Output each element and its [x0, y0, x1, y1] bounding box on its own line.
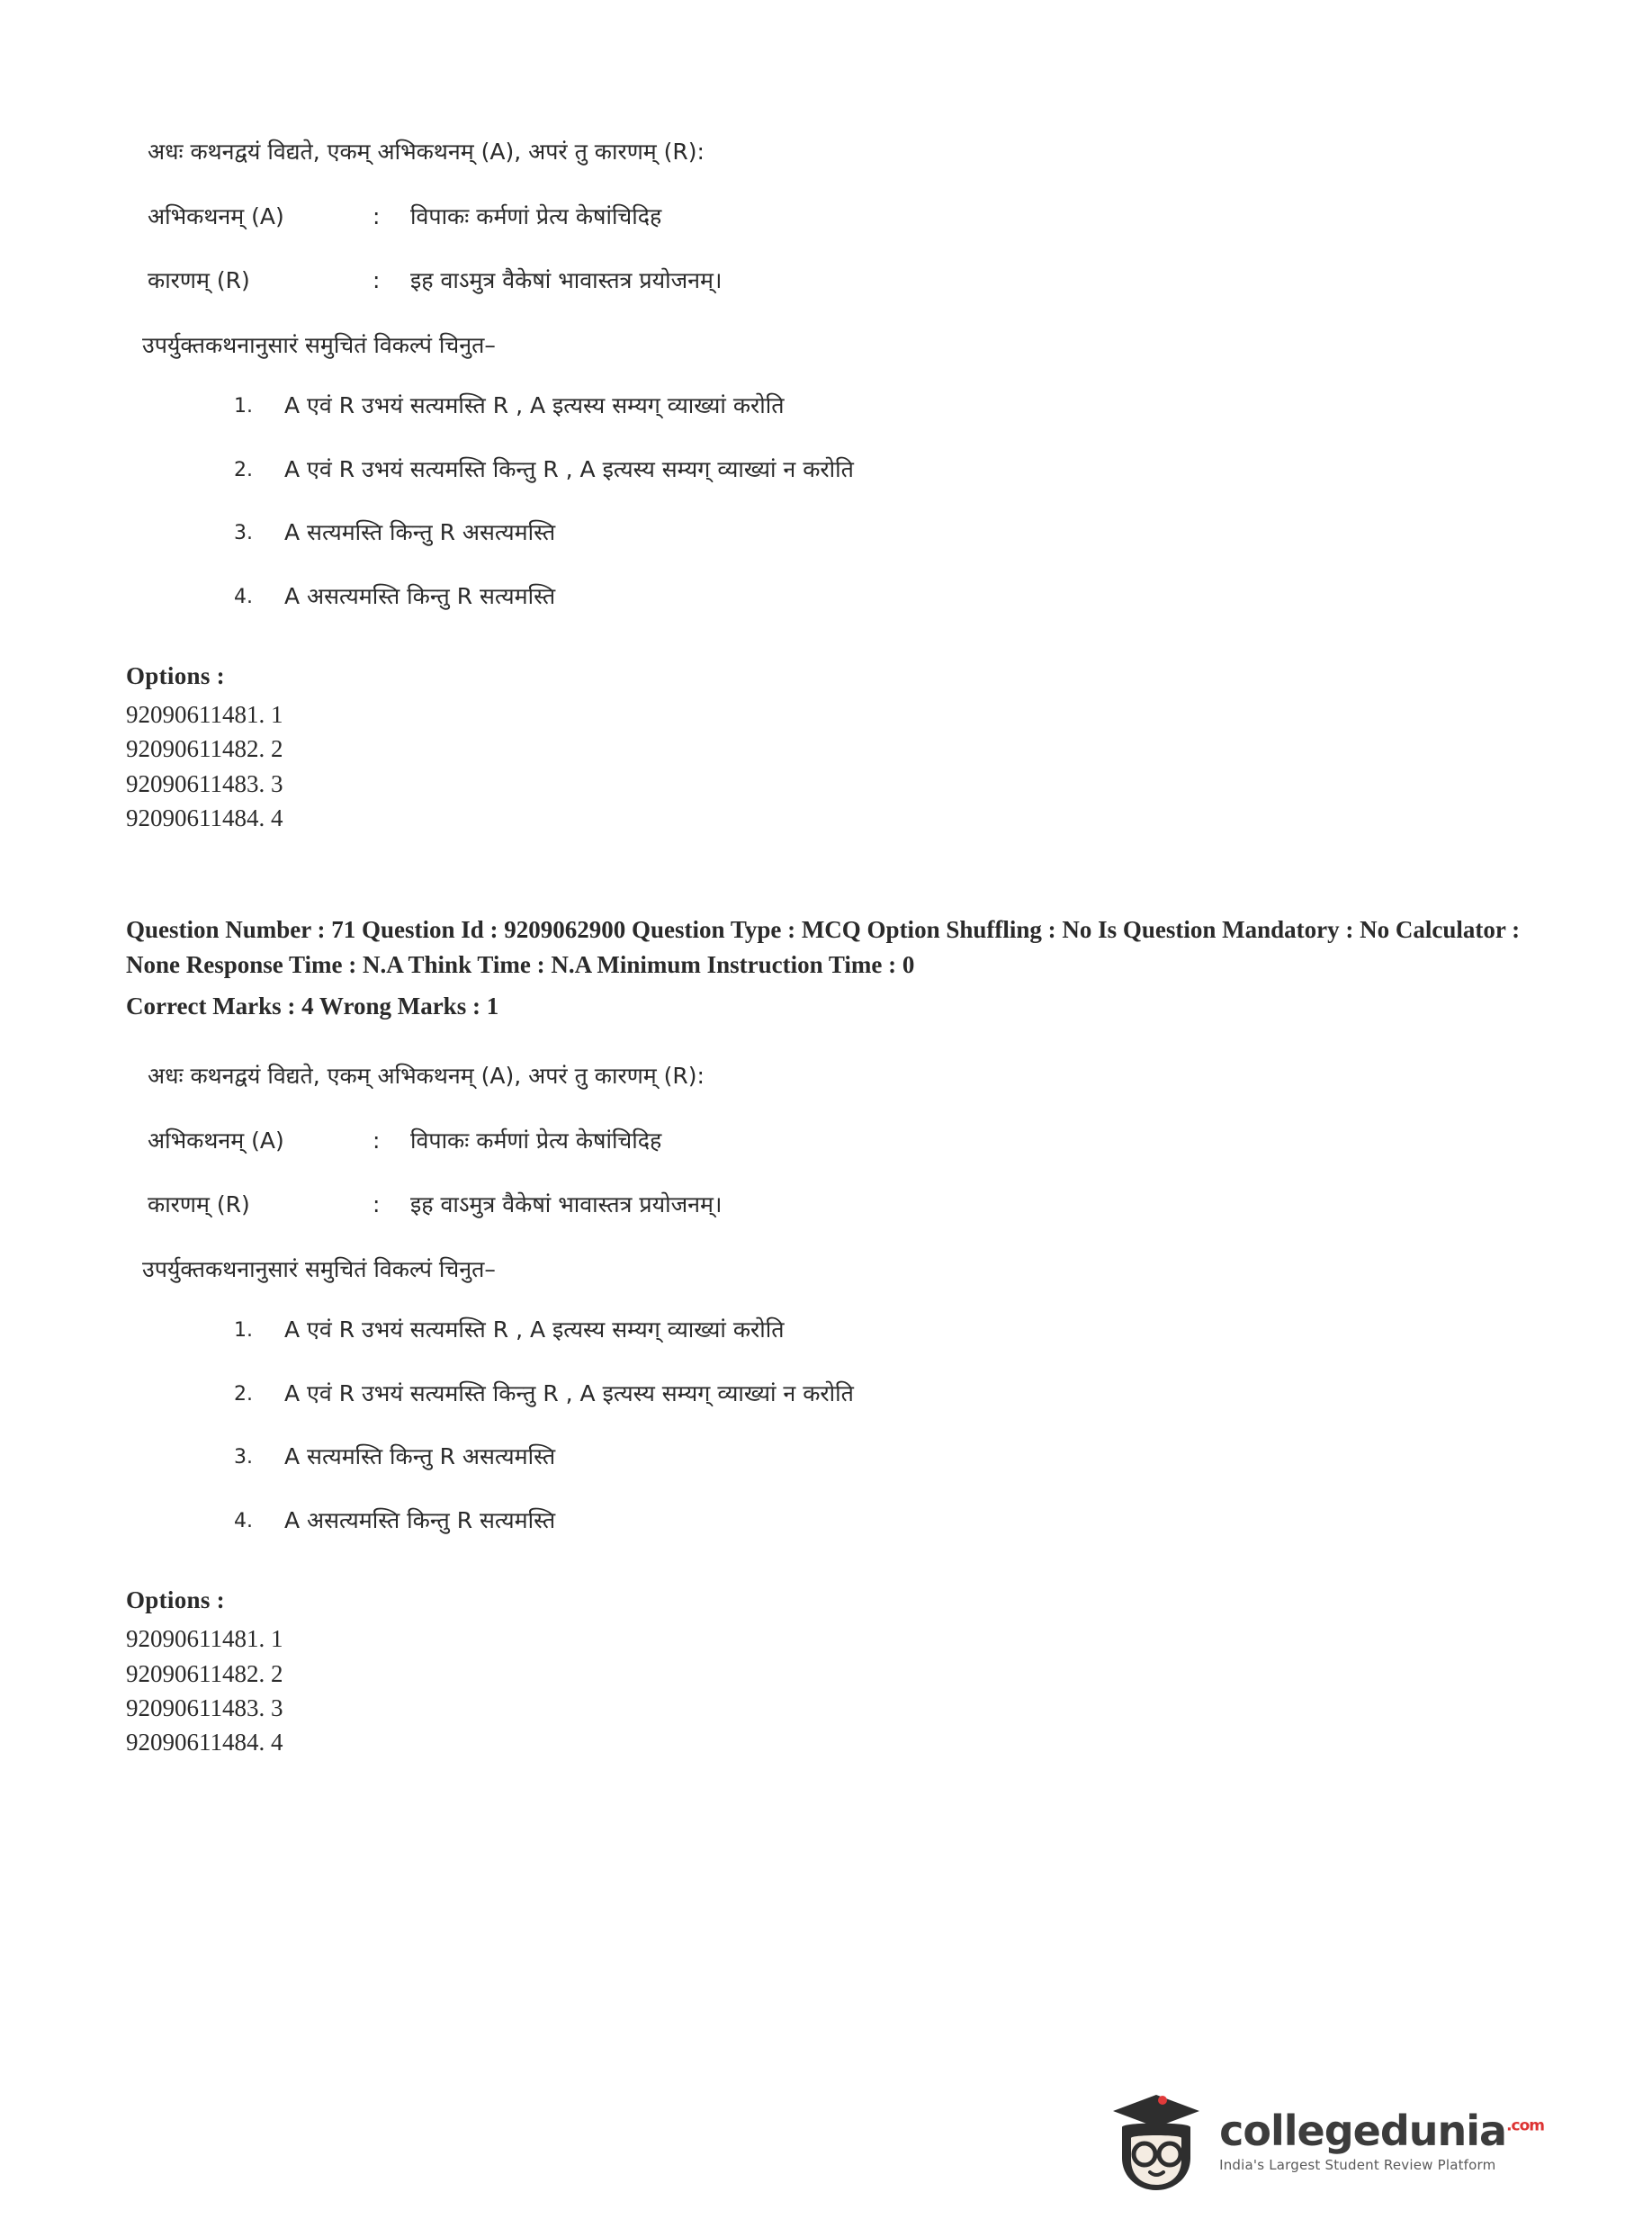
statement-intro: अधः कथनद्वयं विद्यते, एकम् अभिकथनम् (A), अपरं तु कारणम् (R): — [148, 1063, 705, 1090]
choice-item[interactable] — [126, 389, 1530, 423]
choice-text: A असत्यमस्ति किन्तु R सत्यमस्ति — [284, 582, 556, 609]
choice-item[interactable] — [126, 453, 1530, 487]
choice-number: 1. — [234, 395, 253, 418]
choice-number: 4. — [234, 585, 253, 608]
option-key-line: 92090611483. 3 — [126, 1693, 283, 1721]
choice-text: A सत्यमस्ति किन्तु R असत्यमस्ति — [284, 1443, 556, 1470]
option-key-line: 92090611483. 3 — [126, 769, 283, 797]
choice-text: A एवं R उभयं सत्यमस्ति R , A इत्यस्य सम्यग् व्याख्यां करोति — [284, 392, 785, 418]
assertion-text: विपाकः कर्मणां प्रेत्य केषांचिदिह — [410, 202, 662, 229]
spacer — [126, 1023, 1530, 1059]
choice-number: 3. — [234, 1446, 253, 1469]
collegedunia-logo-text — [1219, 2107, 1544, 2173]
choice-number: 1. — [234, 1319, 253, 1343]
collegedunia-watermark — [1109, 2091, 1544, 2192]
choice-number: 2. — [234, 1382, 253, 1406]
option-key-line: 92090611482. 2 — [126, 735, 283, 763]
choice-number: 4. — [234, 1509, 253, 1532]
reason-row — [126, 1188, 1530, 1222]
reason-label: कारणम् (R) — [148, 1191, 250, 1218]
brand-tagline: India's Largest Student Review Platform — [1219, 2157, 1496, 2173]
reason-label: कारणम् (R) — [148, 267, 250, 293]
assertion-colon: : — [373, 1127, 381, 1154]
reason-colon: : — [373, 1191, 381, 1218]
brand-domain-suffix: .com — [1506, 2116, 1544, 2135]
choice-number: 3. — [234, 522, 253, 544]
page-content — [126, 135, 1530, 1760]
reason-text: इह वाऽमुत्र वैकेषां भावास्तत्र प्रयोजनम्। — [410, 267, 723, 293]
choice-list — [126, 1313, 1530, 1537]
spacer — [126, 642, 1530, 662]
choice-item[interactable] — [126, 1440, 1530, 1474]
option-key-line: 92090611484. 4 — [126, 804, 283, 831]
option-key-line: 92090611481. 1 — [126, 701, 283, 728]
choice-list — [126, 389, 1530, 613]
assertion-row — [126, 1124, 1530, 1158]
choice-item[interactable] — [126, 1313, 1530, 1347]
option-key-line: 92090611481. 1 — [126, 1625, 283, 1653]
choice-item[interactable] — [126, 516, 1530, 550]
choice-text: A असत्यमस्ति किन्तु R सत्यमस्ति — [284, 1506, 556, 1533]
option-key-line: 92090611484. 4 — [126, 1729, 283, 1756]
reason-row — [126, 264, 1530, 298]
reason-text: इह वाऽमुत्र वैकेषां भावास्तत्र प्रयोजनम्। — [410, 1191, 723, 1218]
reason-colon: : — [373, 267, 381, 293]
choice-text: A एवं R उभयं सत्यमस्ति किन्तु R , A इत्यस्य सम्यग् व्याख्यां न करोति — [284, 1379, 854, 1406]
choice-item[interactable] — [126, 579, 1530, 614]
choice-item[interactable] — [126, 1377, 1530, 1411]
choice-text: A एवं R उभयं सत्यमस्ति किन्तु R , A इत्यस्य सम्यग् व्याख्यां न करोति — [284, 455, 854, 482]
assertion-label: अभिकथनम् (A) — [148, 202, 284, 229]
choice-prompt: उपर्युक्तकथनानुसारं समुचितं विकल्पं चिनुत– — [142, 1255, 496, 1282]
collegedunia-mascot-icon — [1109, 2091, 1203, 2192]
statement-intro: अधः कथनद्वयं विद्यते, एकम् अभिकथनम् (A), अपरं तु कारणम् (R): — [148, 139, 705, 165]
assertion-colon: : — [373, 202, 381, 229]
choice-text: A सत्यमस्ति किन्तु R असत्यमस्ति — [284, 519, 556, 545]
brand-name — [1219, 2107, 1544, 2155]
choice-text: A एवं R उभयं सत्यमस्ति R , A इत्यस्य सम्यग् व्याख्यां करोति — [284, 1316, 785, 1343]
choice-prompt: उपर्युक्तकथनानुसारं समुचितं विकल्पं चिनुत– — [142, 331, 496, 358]
question-block-1 — [126, 135, 1530, 835]
question-marks: Correct Marks : 4 Wrong Marks : 1 — [126, 992, 499, 1020]
option-key-line: 92090611482. 2 — [126, 1659, 283, 1687]
options-heading: Options : — [126, 662, 225, 689]
options-heading: Options : — [126, 1586, 225, 1614]
spacer — [126, 835, 1530, 912]
assertion-text: विपाकः कर्मणां प्रेत्य केषांचिदिह — [410, 1127, 662, 1154]
assertion-label: अभिकथनम् (A) — [148, 1127, 284, 1154]
brand-word: collegedunia — [1219, 2107, 1507, 2155]
assertion-row — [126, 200, 1530, 234]
choice-number: 2. — [234, 458, 253, 481]
question-block-2 — [126, 912, 1530, 1759]
question-metadata: Question Number : 71 Question Id : 9209062900 Question Type : MCQ Option Shuffling : No Is Question Mandatory : No Calculator : None Response Time : N.A Think Time : N.A Minimum Instruction Time : 0 — [126, 916, 1521, 978]
spacer — [126, 1567, 1530, 1586]
choice-item[interactable] — [126, 1504, 1530, 1538]
